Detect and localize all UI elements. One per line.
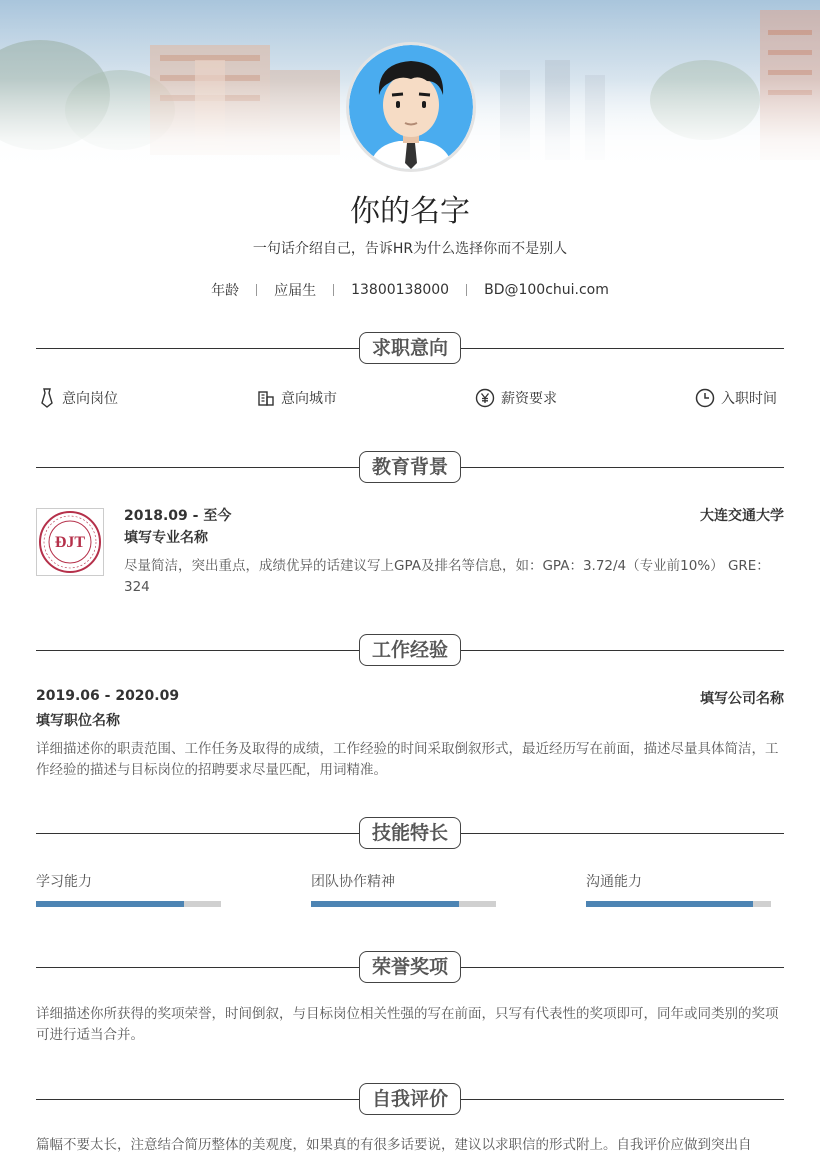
section-header-work <box>36 634 784 668</box>
yen-coin-icon <box>475 388 495 408</box>
university-logo <box>36 508 104 576</box>
section-title: 自我评价 <box>359 1083 461 1115</box>
skill-bar <box>586 901 771 907</box>
work-title: 填写职位名称 <box>36 713 120 729</box>
university-seal-icon <box>37 509 103 575</box>
divider <box>333 284 334 296</box>
section-header-self-eval <box>36 1083 784 1117</box>
intent-salary <box>475 388 557 408</box>
skill-bar <box>36 901 221 907</box>
status-field: 应届生 <box>274 283 317 299</box>
divider <box>466 284 467 296</box>
skill-bar <box>311 901 496 907</box>
avatar-illustration <box>349 45 473 169</box>
intent-position <box>38 388 118 408</box>
honors-description: 详细描述你所获得的奖项荣誉，时间倒叙，与目标岗位相关性强的写在前面，只写有代表性的奖项即可，同年或同类别的奖项可进行适当合并。 <box>36 1006 779 1043</box>
section-header-intention <box>36 332 784 366</box>
candidate-name: 你的名字 <box>350 194 470 229</box>
section-title: 工作经验 <box>359 634 461 666</box>
section-header-skills <box>36 817 784 851</box>
work-period: 2019.06 - 2020.09 <box>36 688 180 704</box>
avatar[interactable] <box>346 42 476 172</box>
intent-salary-label: 薪资要求 <box>501 391 557 407</box>
education-school: 大连交通大学 <box>700 508 784 524</box>
skill-label: 团队协作精神 <box>311 874 395 890</box>
section-title: 荣誉奖项 <box>359 951 461 983</box>
education-period: 2018.09 - 至今 <box>124 508 232 524</box>
divider <box>256 284 257 296</box>
clock-icon <box>695 388 715 408</box>
skill-label: 学习能力 <box>36 874 92 890</box>
self-eval-description: 篇幅不要太长，注意结合简历整体的美观度，如果真的有很多话要说，建议以求职信的形式附上。自我评价应做到突出自 <box>36 1137 752 1153</box>
section-header-honors <box>36 951 784 985</box>
section-title: 技能特长 <box>359 817 461 849</box>
tie-icon <box>38 388 56 408</box>
education-description: 尽量简洁，突出重点，成绩优异的话建议写上GPA及排名等信息，如：GPA：3.72/4（专业前10%） GRE：324 <box>124 558 770 595</box>
skill-bar-fill <box>586 901 753 907</box>
skill-bar-fill <box>36 901 184 907</box>
svg-text:ĐJT: ĐJT <box>54 534 86 551</box>
section-header-education <box>36 451 784 485</box>
work-description: 详细描述你的职责范围、工作任务及取得的成绩，工作经验的时间采取倒叙形式，最近经历写在前面，描述尽量具体简洁，工作经验的描述与目标岗位的招聘要求尽量匹配，用词精准。 <box>36 741 779 778</box>
education-major: 填写专业名称 <box>124 530 208 546</box>
email-field: BD@100chui.com <box>484 282 609 298</box>
contact-info-row <box>0 280 820 300</box>
phone-field: 13800138000 <box>351 282 450 298</box>
intent-start-time-label: 入职时间 <box>721 391 777 407</box>
building-icon <box>257 389 275 407</box>
skill-label: 沟通能力 <box>586 874 642 890</box>
section-title: 教育背景 <box>359 451 461 483</box>
skill-bar-fill <box>311 901 459 907</box>
intent-city-label: 意向城市 <box>281 391 337 407</box>
work-company: 填写公司名称 <box>700 691 784 707</box>
intent-start-time <box>695 388 777 408</box>
age-field: 年龄 <box>211 283 240 299</box>
section-title: 求职意向 <box>359 332 461 364</box>
intent-position-label: 意向岗位 <box>62 391 118 407</box>
intent-city <box>257 388 337 408</box>
tagline: 一句话介绍自己，告诉HR为什么选择你而不是别人 <box>252 241 568 257</box>
